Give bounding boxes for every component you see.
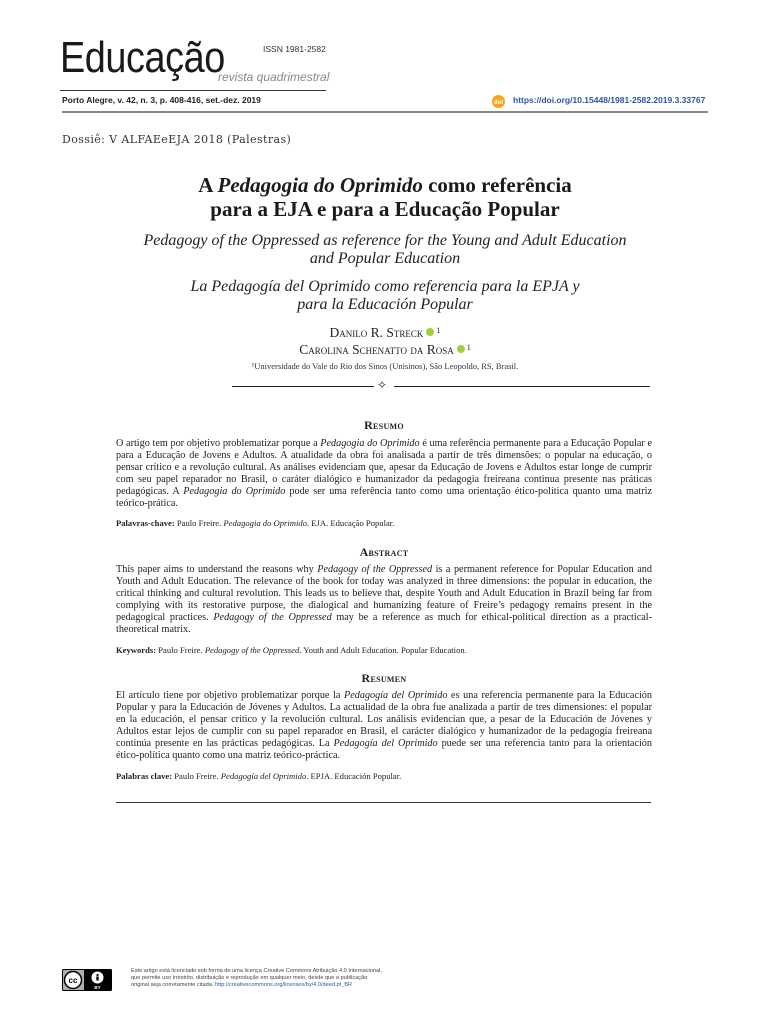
- author-1: [180, 325, 590, 341]
- cc-label: cc: [68, 976, 78, 985]
- issn: ISSN 1981-2582: [263, 44, 326, 54]
- resumo-heading: Resumo: [364, 418, 404, 432]
- abstract-p3: may be a reference as much for ethical-political direction as a practical-theoretical matrix.: [116, 612, 652, 635]
- title-spanish: [90, 278, 680, 314]
- doi-link[interactable]: https://doi.org/10.15448/1981-2582.2019.3.33767: [513, 95, 706, 105]
- creative-commons-badge[interactable]: [62, 969, 112, 991]
- abstract-i2: Pedagogy of the Oppressed: [213, 612, 332, 623]
- abstract-i1: Pedagogy of the Oppressed: [317, 564, 433, 575]
- kw-i: Pedagogy of the Oppressed: [204, 645, 300, 655]
- ornament-rule-left: [232, 386, 374, 387]
- resumen-p1: El artículo tiene por objetivo problematizar porque la: [116, 690, 345, 701]
- resumo-p1: O artigo tem por objetivo problematizar porque a: [116, 438, 321, 449]
- license-line3: original seja corretamente citada.: [131, 982, 214, 989]
- title-es-line2: para la Educación Popular: [297, 296, 473, 313]
- license-line2: que permite uso irrestrito, distribuição e reprodução em qualquer meio, desde que a publicação: [131, 975, 368, 982]
- title-en-line1: Pedagogy of the Oppressed as reference for the Young and Adult Education: [143, 232, 627, 249]
- title-line2: para a EJA e para a Educação Popular: [210, 197, 560, 221]
- title-english: [90, 232, 680, 268]
- kw-b: . Youth and Adult Education. Popular Education.: [299, 645, 467, 655]
- affiliation: ¹Universidade do Vale do Rio dos Sinos (Unisinos), São Leopoldo, RS, Brasil.: [251, 361, 519, 371]
- kw-b: . EJA. Educação Popular.: [306, 518, 395, 528]
- resumo-p2: é uma referência permanente para a Educação Popular e para a Educação de Jovens e Adultos. A atualidade da obra foi analisada a partir de três dimensões: o popular na educação, o pensar crítico e a revolução cultural. As análises evidenciam que, apesar da Educação de Jovens e Adultos estar longe de cumprir com seu papel reparador no Brasil, o caráter dialógico e humanizador da pedagogia freireana continua presente nas práticas pedagógicas. A: [116, 438, 652, 497]
- resumo-text: [116, 438, 652, 510]
- resumen-text: [116, 690, 652, 762]
- svg-text:doi: doi: [494, 100, 503, 106]
- header-rule: [60, 90, 326, 91]
- dossie-label: Dossiê: V ALFAEeEJA 2018 (Palestras): [62, 133, 292, 146]
- title-en-line2: and Popular Education: [309, 250, 461, 267]
- title-italic: Pedagogia do Oprimido: [217, 173, 423, 197]
- by-label: BY: [94, 985, 101, 990]
- kw-label: Palabras clave:: [116, 771, 173, 781]
- abstract-p1: This paper aims to understand the reasons why: [116, 564, 318, 575]
- kw-a: Paulo Freire.: [174, 518, 224, 528]
- orcid-icon[interactable]: [457, 345, 465, 353]
- title-es-line1: La Pedagogía del Oprimido como referencia para la EPJA y: [190, 278, 580, 295]
- resumen-p2: es una referencia permanente para la Educación Popular y para la Educación de Jóvenes y Adultos. La actualidad de la obra fue analizada a partir de tres dimensiones: el popular en la educación, el pensar crítico y la revolución cultural. Los análisis evidencian que, a pesar de la Educación de Jóvenes y Adultos estar lejos de cumplir con su papel reparador en Brasil, el carácter dialógico y humanizador de la pedagogía freireana continúa presente en las prácticas pedagógicas. La: [116, 690, 652, 749]
- resumo-i1: Pedagogia do Oprimido: [320, 438, 420, 449]
- abstract-keywords: [116, 645, 652, 655]
- kw-a: Paulo Freire.: [156, 645, 205, 655]
- journal-subtitle: revista quadrimestral: [218, 70, 330, 84]
- resumen-i2: Pedagogía del Oprimido: [333, 738, 438, 749]
- abstract-p2: is a permanent reference for Popular Education and Youth and Adult Education. The relevance of the book for today was analyzed in three dimensions: the popular in education, the critical thinking and cultural revolution. This leads us to believe that, despite Youth and Adult Education in Brazil being far from complying with its restorative purpose, the dialogical and humanizing feature of Freire’s pedagogy remains present in the pedagogical practices.: [116, 564, 652, 623]
- kw-label: Palavras-chave:: [116, 518, 175, 528]
- article-title: [90, 173, 680, 221]
- author-affil-sup: 1: [436, 326, 441, 335]
- title-suffix: como referência: [422, 173, 572, 197]
- ornament-rule-right: [394, 386, 650, 387]
- author-name: Carolina Schenatto da Rosa: [299, 342, 454, 357]
- kw-a: Paulo Freire.: [172, 771, 221, 781]
- orcid-icon[interactable]: [426, 328, 434, 336]
- abstract-text: [116, 564, 652, 636]
- bottom-rule: [116, 802, 651, 803]
- kw-i: Pedagogia do Oprimido: [223, 518, 307, 528]
- ornament-star-icon: ✧: [377, 378, 388, 392]
- doi-icon: [492, 95, 505, 108]
- kw-label: Keywords:: [116, 645, 157, 655]
- author-affil-sup: 1: [466, 343, 471, 352]
- kw-i: Pedagogía del Oprimido: [220, 771, 307, 781]
- author-name: Danilo R. Streck: [329, 325, 424, 340]
- header-divider: [62, 111, 708, 113]
- title-prefix: A: [198, 173, 218, 197]
- abstract-heading: Abstract: [359, 545, 409, 559]
- author-2: [180, 342, 590, 358]
- resumo-keywords: [116, 518, 652, 528]
- resumen-p3: puede ser una referencia tanto para la orientación ético-política quanto como una matriz teórico-práctica.: [116, 738, 652, 761]
- journal-name: Educação: [60, 33, 225, 82]
- resumo-p3: pode ser uma referência tanto como uma orientação ético-política quanto uma matriz teórico-prática.: [116, 486, 652, 509]
- resumen-keywords: [116, 771, 652, 781]
- resumen-heading: Resumen: [361, 671, 407, 685]
- citation: Porto Alegre, v. 42, n. 3, p. 408-416, set.-dez. 2019: [62, 95, 261, 105]
- kw-b: . EPJA. Educación Popular.: [306, 771, 402, 781]
- license-line1: Este artigo está licenciado sob forma de uma licença Creative Commons Atribuição 4.0 Internacional,: [131, 968, 382, 974]
- resumen-i1: Pedagogía del Oprimido: [344, 690, 448, 701]
- license-link[interactable]: http://creativecommons.org/licenses/by/4.0/deed.pt_BR: [214, 982, 353, 989]
- resumo-i2: Pedagogia do Oprimido: [183, 486, 286, 497]
- license-text: [131, 968, 431, 990]
